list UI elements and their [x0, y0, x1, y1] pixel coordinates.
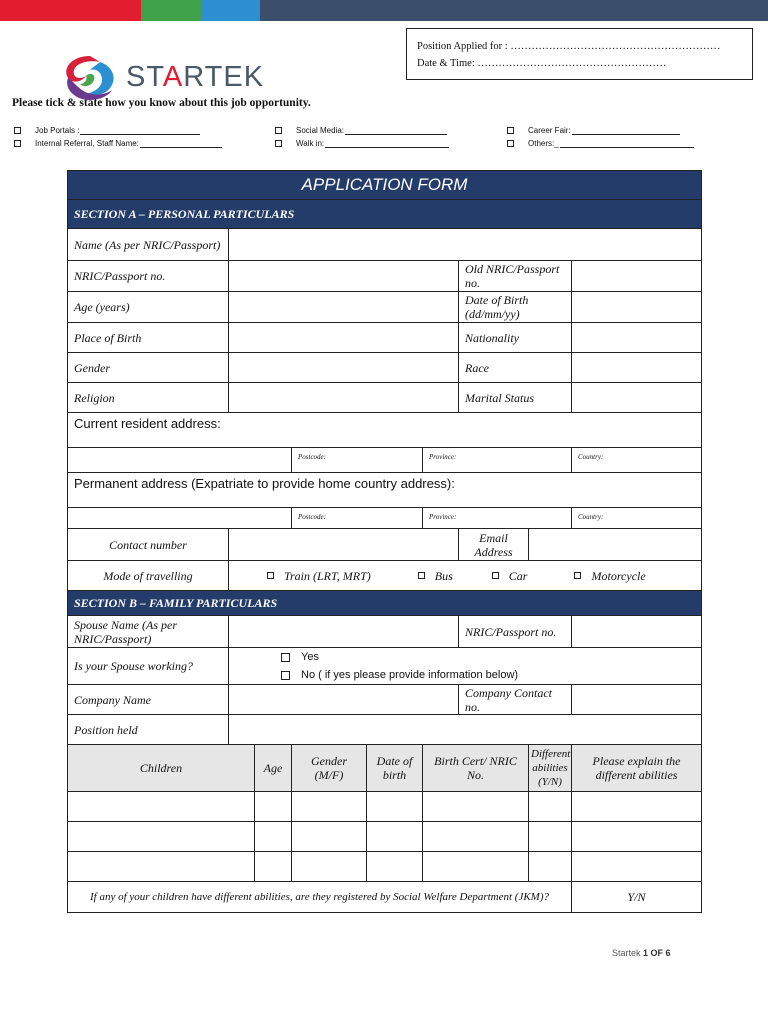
- child-nric-cell[interactable]: [423, 852, 529, 882]
- child-name-cell[interactable]: [68, 822, 255, 852]
- walk-in-option[interactable]: [275, 139, 449, 148]
- gender-label: Gender: [68, 353, 229, 383]
- career-fair-option[interactable]: [507, 126, 680, 135]
- child-abilities-cell[interactable]: [529, 852, 572, 882]
- how-know-prompt: Please tick & state how you know about this job opportunity.: [12, 97, 311, 109]
- travel-option-car[interactable]: Car: [492, 569, 528, 583]
- child-name-cell[interactable]: [68, 792, 255, 822]
- checkbox-icon[interactable]: [275, 140, 282, 147]
- dob-label: Date of Birth (dd/mm/yy): [459, 292, 572, 323]
- race-label: Race: [459, 353, 572, 383]
- spouse-working-label: Is your Spouse working?: [68, 648, 229, 685]
- position-applied-field[interactable]: Position Applied for : ……………………………………………………: [417, 41, 721, 52]
- child-name-cell[interactable]: [68, 852, 255, 882]
- gender-input[interactable]: [229, 353, 459, 383]
- contact-number-input[interactable]: [229, 529, 459, 561]
- old-nric-label: Old NRIC/Passport no.: [459, 261, 572, 292]
- position-held-input[interactable]: [229, 715, 702, 745]
- checkbox-icon[interactable]: [275, 127, 282, 134]
- color-bar-red: [0, 0, 141, 21]
- checkbox-icon[interactable]: [507, 140, 514, 147]
- spouse-nric-label: NRIC/Passport no.: [459, 616, 572, 648]
- career-fair-label: Career Fair:: [528, 126, 571, 135]
- age-input[interactable]: [229, 292, 459, 323]
- spouse-working-no[interactable]: No ( if yes please provide information below): [281, 666, 695, 684]
- race-input[interactable]: [572, 353, 702, 383]
- current-address-label[interactable]: Current resident address:: [68, 413, 702, 448]
- permanent-address-label[interactable]: Permanent address (Expatriate to provide home country address):: [68, 473, 702, 508]
- jkm-question: If any of your children have different abilities, are they registered by Social Welfare Department (JKM)?: [68, 882, 572, 913]
- company-contact-input[interactable]: [572, 685, 702, 715]
- internal-referral-option[interactable]: [14, 139, 222, 148]
- company-contact-label: Company Contact no.: [459, 685, 572, 715]
- spouse-name-label: Spouse Name (As per NRIC/Passport): [68, 616, 229, 648]
- contact-number-label: Contact number: [68, 529, 229, 561]
- gender-header: Gender (M/F): [292, 745, 367, 792]
- page-footer: [612, 948, 671, 958]
- marital-status-input[interactable]: [572, 383, 702, 413]
- child-age-cell[interactable]: [255, 792, 292, 822]
- travel-options: [229, 561, 702, 591]
- job-portals-label: Job Portals :: [35, 126, 80, 135]
- child-nric-cell[interactable]: [423, 822, 529, 852]
- social-media-option[interactable]: [275, 126, 447, 135]
- travel-option-train[interactable]: Train (LRT, MRT): [267, 569, 371, 583]
- mode-of-travelling-label: Mode of travelling: [68, 561, 229, 591]
- email-address-label: Email Address: [459, 529, 529, 561]
- section-b-header: SECTION B – FAMILY PARTICULARS: [68, 591, 702, 616]
- color-bar-blue: [201, 0, 260, 21]
- child-gender-cell[interactable]: [292, 822, 367, 852]
- child-dob-cell[interactable]: [367, 792, 423, 822]
- children-header-row: [68, 745, 702, 792]
- religion-label: Religion: [68, 383, 229, 413]
- nationality-label: Nationality: [459, 323, 572, 353]
- checkbox-icon[interactable]: [14, 127, 21, 134]
- child-explain-cell[interactable]: [572, 852, 702, 882]
- child-age-cell[interactable]: [255, 822, 292, 852]
- job-portals-line[interactable]: [80, 126, 200, 135]
- footer-company: Startek: [612, 948, 641, 958]
- permanent-postcode[interactable]: Postcode:: [292, 508, 423, 529]
- child-abilities-cell[interactable]: [529, 792, 572, 822]
- age-header: Age: [255, 745, 292, 792]
- explain-abilities-header: Please explain the different abilities: [572, 745, 702, 792]
- permanent-address-line[interactable]: [68, 508, 292, 529]
- nric-label: NRIC/Passport no.: [68, 261, 229, 292]
- table-row: [68, 792, 702, 822]
- position-box: [406, 28, 753, 80]
- current-address-line[interactable]: [68, 448, 292, 473]
- others-option[interactable]: [507, 139, 694, 148]
- child-dob-cell[interactable]: [367, 822, 423, 852]
- top-color-bar: [0, 0, 768, 21]
- color-bar-navy: [260, 0, 768, 21]
- child-gender-cell[interactable]: [292, 792, 367, 822]
- child-age-cell[interactable]: [255, 852, 292, 882]
- checkbox-icon[interactable]: [281, 653, 290, 662]
- child-explain-cell[interactable]: [572, 792, 702, 822]
- job-portals-option[interactable]: [14, 126, 200, 135]
- table-row: [68, 822, 702, 852]
- company-name-input[interactable]: [229, 685, 459, 715]
- current-province[interactable]: Province:: [423, 448, 572, 473]
- color-bar-green: [141, 0, 201, 21]
- walk-in-label: Walk in:: [296, 139, 325, 148]
- child-gender-cell[interactable]: [292, 852, 367, 882]
- others-label: Others:_: [528, 139, 559, 148]
- spouse-name-input[interactable]: [229, 616, 459, 648]
- travel-option-motorcycle[interactable]: Motorcycle: [574, 569, 645, 583]
- career-fair-line[interactable]: [572, 126, 680, 135]
- name-input[interactable]: [229, 229, 702, 261]
- page-number: 1 OF 6: [643, 948, 671, 958]
- age-label: Age (years): [68, 292, 229, 323]
- social-media-label: Social Media:: [296, 126, 345, 135]
- others-line[interactable]: [560, 139, 694, 148]
- checkbox-icon[interactable]: [507, 127, 514, 134]
- date-time-field[interactable]: Date & Time: ………………………………………………: [417, 58, 667, 69]
- current-postcode[interactable]: Postcode:: [292, 448, 423, 473]
- jkm-answer[interactable]: Y/N: [572, 882, 702, 913]
- nationality-input[interactable]: [572, 323, 702, 353]
- permanent-province[interactable]: Province:: [423, 508, 572, 529]
- email-address-input[interactable]: [529, 529, 702, 561]
- table-row: [68, 852, 702, 882]
- marital-status-label: Marital Status: [459, 383, 572, 413]
- child-nric-cell[interactable]: [423, 792, 529, 822]
- old-nric-input[interactable]: [572, 261, 702, 292]
- different-abilities-header: Different abilities (Y/N): [529, 745, 572, 792]
- birth-cert-header: Birth Cert/ NRIC No.: [423, 745, 529, 792]
- child-abilities-cell[interactable]: [529, 822, 572, 852]
- application-form-table: [67, 170, 702, 913]
- internal-referral-label: Internal Referral, Staff Name:: [35, 139, 139, 148]
- social-media-line[interactable]: [345, 126, 447, 135]
- spouse-working-yes[interactable]: Yes: [281, 648, 695, 666]
- place-of-birth-label: Place of Birth: [68, 323, 229, 353]
- checkbox-icon[interactable]: [418, 572, 425, 579]
- religion-input[interactable]: [229, 383, 459, 413]
- checkbox-icon[interactable]: [492, 572, 499, 579]
- company-name-label: Company Name: [68, 685, 229, 715]
- checkbox-icon[interactable]: [281, 671, 290, 680]
- checkbox-icon[interactable]: [267, 572, 274, 579]
- spouse-working-options: [229, 648, 702, 685]
- spouse-nric-input[interactable]: [572, 616, 702, 648]
- travel-option-bus[interactable]: Bus: [418, 569, 453, 583]
- permanent-country[interactable]: Country:: [572, 508, 702, 529]
- section-a-header: SECTION A – PERSONAL PARTICULARS: [68, 200, 702, 229]
- children-header: Children: [68, 745, 255, 792]
- dob-input[interactable]: [572, 292, 702, 323]
- dob-header: Date of birth: [367, 745, 423, 792]
- nric-input[interactable]: [229, 261, 459, 292]
- checkbox-icon[interactable]: [14, 140, 21, 147]
- position-held-label: Position held: [68, 715, 229, 745]
- current-country[interactable]: Country:: [572, 448, 702, 473]
- walk-in-line[interactable]: [325, 139, 449, 148]
- checkbox-icon[interactable]: [574, 572, 581, 579]
- internal-referral-line[interactable]: [140, 139, 222, 148]
- place-of-birth-input[interactable]: [229, 323, 459, 353]
- form-title: APPLICATION FORM: [68, 171, 702, 200]
- logo-wordmark: STARTEK: [126, 61, 265, 93]
- child-dob-cell[interactable]: [367, 852, 423, 882]
- name-label: Name (As per NRIC/Passport): [68, 229, 229, 261]
- child-explain-cell[interactable]: [572, 822, 702, 852]
